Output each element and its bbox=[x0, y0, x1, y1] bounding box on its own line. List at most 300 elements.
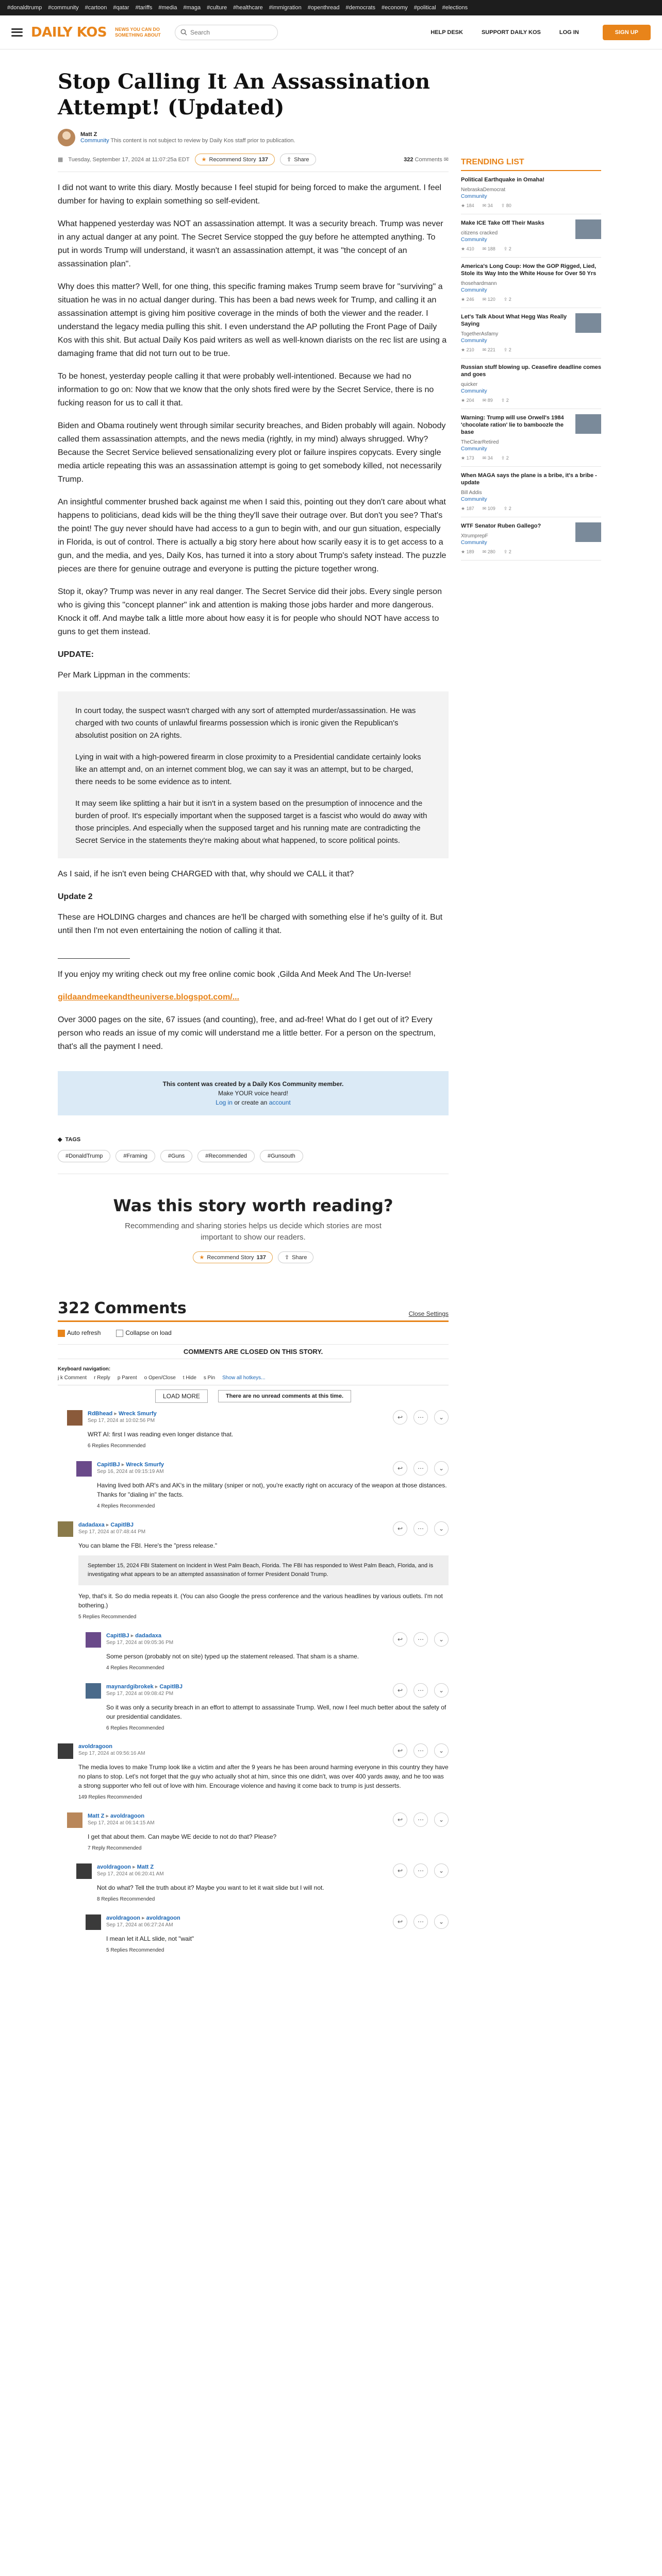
tag-icon: ◆ bbox=[58, 1137, 62, 1143]
blockquote bbox=[58, 691, 449, 858]
hotkey: p Parent bbox=[117, 1375, 137, 1381]
collapse-icon[interactable]: ⌄ bbox=[434, 1632, 449, 1647]
stat-value: 120 bbox=[487, 297, 495, 302]
comment-quote: September 15, 2024 FBI Statement on Incident in West Palm Beach, Florida. The FBI has responded to West Palm Beach, Florida, and is investigating what appears to be an attempted assassination of former President Donald Trump. bbox=[78, 1555, 449, 1585]
topic-tag[interactable]: #media bbox=[158, 5, 177, 11]
comments-label: Comments bbox=[415, 157, 442, 163]
recommend-stat bbox=[461, 549, 474, 555]
recommend-stat bbox=[461, 246, 474, 252]
more-icon[interactable]: ⋯ bbox=[413, 1743, 428, 1758]
stat-value: 246 bbox=[466, 297, 474, 302]
star-icon: ★ bbox=[461, 549, 466, 554]
comment-text: So it was only a security breach in an effort to attempt to assassinate Trump. Well, now I feel much better about the safety of our presidential candidates. bbox=[106, 1703, 446, 1720]
trending-item[interactable] bbox=[461, 517, 601, 561]
comment-meta[interactable]: 6 Replies Recommended bbox=[106, 1725, 164, 1731]
commenter-name[interactable]: avoldragoon bbox=[78, 1743, 113, 1750]
comment-meta[interactable]: 5 Replies Recommended bbox=[106, 1947, 164, 1953]
comment-date: Sep 17, 2024 at 06:14:15 AM bbox=[88, 1820, 155, 1826]
comment-date: Sep 17, 2024 at 09:56:16 AM bbox=[78, 1750, 145, 1756]
comment-text: Some person (probably not on site) typed up the statement released. That sham is a shame. bbox=[106, 1652, 359, 1660]
trending-author[interactable]: Bill Addis bbox=[461, 490, 482, 496]
trending-community[interactable]: Community bbox=[461, 338, 487, 344]
reply-icon[interactable]: ↩ bbox=[393, 1743, 407, 1758]
reply-target[interactable]: Wreck Smurfy bbox=[126, 1461, 164, 1468]
keyboard-nav-row bbox=[58, 1375, 449, 1385]
topic-tag[interactable]: #economy bbox=[382, 5, 408, 11]
trending-community[interactable]: Community bbox=[461, 237, 487, 243]
share-label: Share bbox=[292, 1254, 307, 1261]
story-tag[interactable]: #Guns bbox=[160, 1150, 192, 1162]
byline bbox=[58, 129, 449, 146]
story-tag[interactable]: #Recommended bbox=[197, 1150, 255, 1162]
trending-thumbnail[interactable] bbox=[575, 313, 601, 333]
commenter-avatar[interactable] bbox=[86, 1683, 101, 1699]
recommend-count: 137 bbox=[256, 1254, 266, 1261]
comment-text: Not do what? Tell the truth about it? Maybe you want to let it wait slide but I will not. bbox=[97, 1884, 324, 1891]
share-stat bbox=[501, 203, 511, 209]
trending-item[interactable] bbox=[461, 409, 601, 467]
more-icon[interactable]: ⋯ bbox=[413, 1914, 428, 1929]
comment-text: You can blame the FBI. Here's the "press release." bbox=[78, 1541, 218, 1549]
collapse-icon[interactable]: ⌄ bbox=[434, 1410, 449, 1425]
comment-text: I mean let it ALL slide, not "wait" bbox=[106, 1935, 194, 1942]
promo-paragraph: If you enjoy my writing check out my free online comic book ,Gilda And Meek And The Un-Iverse! bbox=[58, 970, 411, 979]
reply-target[interactable]: avoldragoon bbox=[110, 1812, 145, 1819]
topic-tag[interactable]: #qatar bbox=[113, 5, 129, 11]
stat-value: 89 bbox=[487, 398, 493, 403]
stat-value: 109 bbox=[487, 506, 495, 511]
comment-date: Sep 17, 2024 at 07:48:44 PM bbox=[78, 1529, 146, 1535]
trending-title-text[interactable]: Warning: Trump will use Orwell's 1984 'chocolate ration' lie to bamboozle the base bbox=[461, 415, 564, 435]
stat-value: 2 bbox=[508, 297, 511, 302]
comment-meta[interactable]: 6 Replies Recommended bbox=[88, 1443, 146, 1449]
search-input[interactable] bbox=[190, 29, 272, 36]
comments-closed-notice: COMMENTS ARE CLOSED ON THIS STORY. bbox=[58, 1344, 449, 1359]
trending-author[interactable]: TheClearRetired bbox=[461, 439, 499, 445]
comment-text: The media loves to make Trump look like a victim and after the 9 years he has been around harming everyone in this country they have no plans to stop. Let's not forget that the guy who actually shot at him, since this one didn't, was over 400 yards away, and he too was a strong supporter who fell out of love with him. Encourage violence and having it come back to trump is just desserts. bbox=[78, 1763, 449, 1789]
no-unread-notice: There are no unread comments at this time. bbox=[218, 1390, 351, 1402]
collapse-icon[interactable]: ⌄ bbox=[434, 1683, 449, 1698]
stat-value: 34 bbox=[487, 455, 493, 461]
paragraph: As I said, if he isn't even being CHARGED with that, why should we CALL it that? bbox=[58, 870, 354, 878]
topic-tag[interactable]: #donaldtrump bbox=[7, 5, 42, 11]
trending-item[interactable] bbox=[461, 258, 601, 308]
recommend-count: 137 bbox=[258, 156, 268, 163]
trending-item[interactable] bbox=[461, 359, 601, 409]
community-notice bbox=[58, 1071, 449, 1115]
stat-value: 2 bbox=[508, 347, 511, 352]
commenter-avatar[interactable] bbox=[67, 1812, 82, 1828]
comments-header bbox=[58, 1299, 449, 1322]
promo-paragraph: Over 3000 pages on the site, 67 issues (and counting), free, and ad-free! What do I get out of it? Every person who reads an issue of my comic will understand me a little better. For a person on the spectrum, that's all the payment I need. bbox=[58, 1015, 436, 1051]
share-icon: ⇪ bbox=[501, 203, 505, 208]
trending-author[interactable]: NebraskaDemocrat bbox=[461, 187, 506, 193]
reply-target[interactable]: Matt Z bbox=[137, 1863, 154, 1870]
stat-value: 221 bbox=[487, 347, 495, 352]
comment-icon: ✉ bbox=[443, 157, 449, 163]
close-settings-link[interactable]: Close Settings bbox=[408, 1310, 449, 1317]
share-button[interactable] bbox=[278, 1251, 314, 1263]
comment-meta[interactable]: 4 Replies Recommended bbox=[106, 1665, 164, 1671]
main-column bbox=[58, 49, 449, 1958]
collapse-option[interactable] bbox=[116, 1329, 171, 1337]
story-tag[interactable]: #Gunsouth bbox=[260, 1150, 303, 1162]
hotkey: j k Comment bbox=[58, 1375, 87, 1381]
trending-title-text[interactable]: Russian stuff blowing up. Ceasefire deadline comes and goes bbox=[461, 364, 602, 378]
reply-icon[interactable]: ↩ bbox=[393, 1683, 407, 1698]
tags-label: TAGS bbox=[65, 1136, 81, 1143]
comment bbox=[58, 1736, 449, 1805]
commenter-name[interactable]: CapitlBJ bbox=[106, 1632, 129, 1639]
menu-icon[interactable] bbox=[11, 28, 23, 37]
comment-stat bbox=[483, 347, 495, 353]
comment-icon: ✉ bbox=[482, 398, 487, 403]
worth-reading-panel bbox=[58, 1196, 449, 1263]
comment-text: I get that about them. Can maybe WE decide to not do that? Please? bbox=[88, 1833, 277, 1840]
more-icon[interactable]: ⋯ bbox=[413, 1863, 428, 1878]
recommend-label: Recommend Story bbox=[207, 1254, 254, 1261]
trending-item[interactable] bbox=[461, 171, 601, 214]
paragraph: An insightful commenter brushed back against me when I said this, pointing out they don't care about what happens to politicians, dead kids will be the thing they'll save their outrage over. But don't you see? That's the point! The guy never should have had access to a gun to begin with, and our gun situation, especially in Florida, is out of control. There is actually a big story here about how scarily easy it is to get access to a gun, and the media, and yes, Daily Kos, has turned it into a story about Trump's safety instead. The puzzle pieces are there for genuine outrage and everyone is putting the picture together wrong. bbox=[58, 498, 446, 573]
comment-stat bbox=[483, 203, 493, 209]
share-icon: ⇪ bbox=[284, 1255, 290, 1261]
hotkey: t Hide bbox=[183, 1375, 196, 1381]
recommend-button[interactable] bbox=[193, 1251, 273, 1263]
reply-icon[interactable]: ↩ bbox=[393, 1521, 407, 1536]
share-icon: ⇪ bbox=[501, 398, 505, 403]
author-avatar[interactable] bbox=[58, 129, 75, 146]
commenter-name[interactable]: RdBhead bbox=[88, 1410, 113, 1417]
star-icon: ★ bbox=[461, 246, 466, 251]
comment-date: Sep 17, 2024 at 10:02:56 PM bbox=[88, 1417, 155, 1423]
commenter-avatar[interactable] bbox=[67, 1410, 82, 1426]
recommend-label: Recommend Story bbox=[209, 156, 256, 163]
signup-button[interactable]: SIGN UP bbox=[603, 25, 651, 40]
recommend-stat bbox=[461, 347, 474, 353]
comment-thread bbox=[58, 1403, 449, 1958]
comment-icon: ✉ bbox=[482, 506, 487, 511]
reply-icon[interactable]: ↩ bbox=[393, 1812, 407, 1827]
trending-community[interactable]: Community bbox=[461, 540, 487, 546]
or-create-text: or create an bbox=[234, 1099, 268, 1106]
share-icon: ⇪ bbox=[501, 455, 505, 461]
trending-community[interactable]: Community bbox=[461, 388, 487, 394]
trending-item[interactable] bbox=[461, 308, 601, 359]
topic-tag[interactable]: #political bbox=[413, 5, 436, 11]
quote-paragraph: Lying in wait with a high-powered firearm in close proximity to a Presidential candidate certainly looks like an attempt and, on an internet comment blog, we can say it was an attempt, but to be charged, there needs to be some evidence as to intent. bbox=[75, 753, 421, 786]
story-meta bbox=[58, 154, 449, 172]
share-button[interactable] bbox=[280, 154, 316, 165]
comment-meta[interactable]: 4 Replies Recommended bbox=[97, 1503, 155, 1509]
stat-value: 189 bbox=[466, 549, 474, 554]
stat-value: 410 bbox=[466, 246, 474, 251]
topic-tag[interactable]: #culture bbox=[207, 5, 227, 11]
recommend-stat bbox=[461, 297, 474, 302]
commenter-name[interactable]: avoldragoon bbox=[97, 1863, 131, 1870]
reply-icon[interactable]: ↩ bbox=[393, 1914, 407, 1929]
quote-paragraph: In court today, the suspect wasn't charged with any sort of attempted murder/assassination. He was charged with two counts of unlawful firearms possession which is ironic given the Republican's absolutist position on 2A rights. bbox=[75, 706, 416, 740]
topic-tag[interactable]: #maga bbox=[183, 5, 201, 11]
collapse-icon[interactable]: ⌄ bbox=[434, 1863, 449, 1878]
tag-list bbox=[58, 1150, 449, 1174]
divider bbox=[58, 958, 130, 959]
topic-tag[interactable]: #community bbox=[48, 5, 79, 11]
comment-text: Yep, that's it. So do media repeats it. (You can also Google the press conference and the various headlines by various outlets. I'm not bothering.) bbox=[78, 1592, 443, 1609]
share-icon: ⇪ bbox=[286, 157, 292, 163]
topic-tag-bar bbox=[0, 0, 662, 15]
stat-value: 204 bbox=[466, 398, 474, 403]
share-stat bbox=[504, 347, 511, 353]
comments-link[interactable] bbox=[404, 156, 449, 163]
paragraph: Why does this matter? Well, for one thing, this specific framing makes Trump seem brave for "surviving" a situation he was in no actual danger during. This has been a bad news week for Trump, and calling it an assassination attempt is giving him positive coverage in the minds of both the viewer and the reader. I understand the legacy media pulling this shit. I even understand the AP polluting the Front Page of Daily Kos with this shit. But actual Daily Kos paid writers as well as well-known diarists on the rec list are using a damaging frame that did not turn out to be true. bbox=[58, 282, 447, 358]
reply-target[interactable]: avoldragoon bbox=[146, 1914, 180, 1921]
comment-date: Sep 17, 2024 at 06:20:41 AM bbox=[97, 1871, 164, 1877]
collapse-icon[interactable]: ⌄ bbox=[434, 1914, 449, 1929]
more-icon[interactable]: ⋯ bbox=[413, 1461, 428, 1476]
comment-meta[interactable]: 8 Replies Recommended bbox=[97, 1896, 155, 1902]
comment-icon: ✉ bbox=[482, 297, 487, 302]
commenter-name[interactable]: maynardgibrokek bbox=[106, 1683, 154, 1690]
comment-stat bbox=[483, 246, 495, 252]
topic-tag[interactable]: #cartoon bbox=[85, 5, 107, 11]
comment-icon: ✉ bbox=[482, 549, 487, 554]
stat-value: 184 bbox=[466, 203, 474, 208]
comments-count: 322 bbox=[58, 1299, 90, 1317]
share-icon: ⇪ bbox=[503, 506, 508, 511]
collapse-icon[interactable]: ⌄ bbox=[434, 1521, 449, 1536]
comment-date: Sep 17, 2024 at 06:27:24 AM bbox=[106, 1922, 173, 1928]
stat-value: 280 bbox=[487, 549, 495, 554]
support-link[interactable]: SUPPORT DAILY KOS bbox=[481, 29, 541, 36]
reply-target[interactable]: dadadaxa bbox=[135, 1632, 162, 1639]
comment: dadadaxa ▸ CapitlBJ Sep 17, 2024 at 07:48:44 PM You can blame the FBI. Here's the "press release." September 15, 2024 FBI Statement on Incident in West Palm Beach, Florida. The FBI has responded to West Palm Beach, Florida, and is investigating what appears to be an attempted assassination of former President Donald Trump. Yep, that's it. So do media repeats it. (You can also Google the press conference and the various headlines by various outlets. I'm not bothering.) 5 Replies Recommended ↩ ⋯ ⌄ bbox=[58, 1514, 449, 1625]
auto-refresh-label: Auto refresh bbox=[67, 1329, 101, 1336]
trending-item[interactable] bbox=[461, 214, 601, 258]
share-stat bbox=[504, 246, 511, 252]
load-more-button[interactable]: LOAD MORE bbox=[155, 1389, 208, 1403]
commenter-avatar[interactable] bbox=[86, 1914, 101, 1930]
comment-date: Sep 17, 2024 at 09:08:42 PM bbox=[106, 1690, 174, 1697]
site-tagline: NEWS YOU CAN DO SOMETHING ABOUT bbox=[115, 26, 161, 38]
recommend-button[interactable] bbox=[195, 154, 275, 165]
topic-tag[interactable]: #tariffs bbox=[135, 5, 153, 11]
community-notice-line: Make YOUR voice heard! bbox=[218, 1090, 288, 1097]
create-account-link[interactable]: account bbox=[269, 1099, 291, 1106]
share-stat bbox=[501, 455, 509, 461]
trending-list bbox=[461, 171, 601, 561]
search-box[interactable] bbox=[175, 25, 278, 40]
commenter-name[interactable]: CapitlBJ bbox=[97, 1461, 120, 1468]
worth-text: Recommending and sharing stories helps us decide which stories are most important to show our readers. bbox=[125, 1222, 382, 1242]
collapse-icon[interactable]: ⌄ bbox=[434, 1743, 449, 1758]
keyboard-nav-label: Keyboard navigation: bbox=[58, 1366, 111, 1372]
collapse-icon[interactable]: ⌄ bbox=[434, 1812, 449, 1827]
topic-tag[interactable]: #immigration bbox=[269, 5, 302, 11]
story-tag[interactable]: #Framing bbox=[115, 1150, 155, 1162]
share-icon: ⇪ bbox=[503, 246, 508, 251]
topic-tag[interactable]: #elections bbox=[442, 5, 468, 11]
comment-options bbox=[58, 1329, 449, 1337]
hotkey: o Open/Close bbox=[144, 1375, 176, 1381]
comment: Matt Z ▸ avoldragoon Sep 17, 2024 at 06:14:15 AM I get that about them. Can maybe WE decide to not do that? Please? 7 Reply Recommended ↩ ⋯ ⌄ bbox=[67, 1805, 449, 1856]
share-icon: ⇪ bbox=[503, 549, 508, 554]
stat-value: 210 bbox=[466, 347, 474, 352]
recommend-stat bbox=[461, 203, 474, 209]
hotkey: s Pin bbox=[203, 1375, 216, 1381]
trending-community[interactable]: Community bbox=[461, 287, 487, 293]
share-icon: ⇪ bbox=[503, 347, 508, 352]
stat-value: 173 bbox=[466, 455, 474, 461]
trending-title: TRENDING LIST bbox=[461, 158, 601, 171]
star-icon: ★ bbox=[461, 455, 466, 461]
comment-stat bbox=[483, 398, 493, 403]
update-heading: Update 2 bbox=[58, 892, 93, 901]
commenter-avatar[interactable] bbox=[58, 1521, 73, 1537]
comment-text: WRT AI: first I was reading even longer distance that. bbox=[88, 1430, 234, 1438]
more-icon[interactable]: ⋯ bbox=[413, 1521, 428, 1536]
hotkey: r Reply bbox=[94, 1375, 110, 1381]
trending-item[interactable] bbox=[461, 467, 601, 517]
share-icon: ⇪ bbox=[503, 297, 508, 302]
trending-title-text[interactable]: America's Long Coup: How the GOP Rigged, Lied, Stole its Way Into the White House for Over 50 Yrs bbox=[461, 263, 597, 277]
trending-community[interactable]: Community bbox=[461, 194, 487, 199]
commenter-name[interactable]: avoldragoon bbox=[106, 1914, 141, 1921]
paragraph: To be honest, yesterday people calling it that were probably well-intentioned. Because we had no information to go on: Now that we know that the only shots fired were by the Secret Service, there is no fucking reason for us to call it that. bbox=[58, 372, 434, 408]
comment-meta[interactable]: 5 Replies Recommended bbox=[78, 1614, 137, 1620]
trending-title-text[interactable]: When MAGA says the plane is a bribe, it's a bribe - update bbox=[461, 472, 597, 486]
star-icon: ★ bbox=[461, 398, 466, 403]
login-link[interactable]: LOG IN bbox=[559, 29, 579, 36]
reply-icon[interactable]: ↩ bbox=[393, 1461, 407, 1476]
update-intro: Per Mark Lippman in the comments: bbox=[58, 671, 190, 680]
comment-text: Having lived both AR's and AK's in the military (sniper or not), you're exactly right on accuracy of the weapon at those distances. Thanks for "dialing in" the facts. bbox=[97, 1481, 447, 1498]
more-icon[interactable]: ⋯ bbox=[413, 1632, 428, 1647]
commenter-name[interactable]: Matt Z bbox=[88, 1812, 105, 1819]
commenter-avatar[interactable] bbox=[58, 1743, 73, 1759]
story-body bbox=[58, 181, 449, 1054]
comment: avoldragoon ▸ avoldragoon Sep 17, 2024 at 06:27:24 AM I mean let it ALL slide, not "wait" 5 Replies Recommended ↩ ⋯ ⌄ bbox=[86, 1907, 449, 1958]
comment-date: Sep 16, 2024 at 09:15:19 AM bbox=[97, 1468, 164, 1475]
topic-tag[interactable]: #healthcare bbox=[233, 5, 263, 11]
trending-title-text[interactable]: Make ICE Take Off Their Masks bbox=[461, 220, 544, 226]
reply-icon[interactable]: ↩ bbox=[393, 1632, 407, 1647]
trending-community[interactable]: Community bbox=[461, 446, 487, 452]
commenter-avatar[interactable] bbox=[76, 1863, 92, 1879]
stat-value: 2 bbox=[506, 398, 509, 403]
paragraph: Stop it, okay? Trump was never in any real danger. The Secret Service did their jobs. Every single person who is giving this "concept planner" ink and attention is making those jobs harder and more dangerous. Knock it off. And maybe talk a little more about how easy it is for people who should NOT have access to guns to get them instead. bbox=[58, 587, 442, 636]
comment-stat bbox=[483, 455, 493, 461]
comment-icon: ✉ bbox=[482, 347, 487, 352]
help-desk-link[interactable]: HELP DESK bbox=[431, 29, 463, 36]
load-more-row bbox=[58, 1389, 449, 1403]
checkbox-icon[interactable] bbox=[58, 1330, 65, 1337]
trending-thumbnail[interactable] bbox=[575, 522, 601, 542]
reply-icon[interactable]: ↩ bbox=[393, 1410, 407, 1425]
trending-author[interactable]: XtrumprepF bbox=[461, 533, 488, 539]
commenter-name[interactable]: dadadaxa bbox=[78, 1521, 105, 1528]
worth-title: Was this story worth reading? bbox=[113, 1196, 393, 1215]
comic-link[interactable]: gildaandmeekandtheuniverse.blogspot.com/... bbox=[58, 993, 240, 1002]
comment: avoldragoon ▸ Matt Z Sep 17, 2024 at 06:20:41 AM Not do what? Tell the truth about it? Maybe you want to let it wait slide but I will not. 8 Replies Recommended ↩ ⋯ ⌄ bbox=[76, 1856, 449, 1907]
comment: CapitlBJ ▸ Wreck Smurfy Sep 16, 2024 at 09:15:19 AM Having lived both AR's and AK's in the military (sniper or not), you're exactly right on accuracy of the weapon at those distances. Thanks for "dialing in" the facts. 4 Replies Recommended ↩ ⋯ ⌄ bbox=[76, 1454, 449, 1514]
share-stat bbox=[504, 549, 511, 555]
trending-title-text[interactable]: WTF Senator Ruben Gallego? bbox=[461, 523, 541, 529]
share-stat bbox=[504, 506, 511, 512]
author-community-link[interactable]: Community bbox=[80, 138, 109, 144]
collapse-icon[interactable]: ⌄ bbox=[434, 1461, 449, 1476]
stat-value: 2 bbox=[508, 246, 511, 251]
trending-author[interactable]: TogetherAsfamy bbox=[461, 331, 499, 337]
trending-title-text[interactable]: Let's Talk About What Hegg Was Really Saying bbox=[461, 314, 567, 327]
site-logo[interactable]: DAILY KOS bbox=[31, 24, 107, 40]
comment-stat bbox=[483, 297, 495, 302]
comment: RdBhead ▸ Wreck Smurfy Sep 17, 2024 at 10:02:56 PM WRT AI: first I was reading even longer distance that. 6 Replies Recommended ↩ ⋯ ⌄ bbox=[67, 1403, 449, 1454]
comment-date: Sep 17, 2024 at 09:05:36 PM bbox=[106, 1639, 174, 1646]
calendar-icon: ▦ bbox=[58, 157, 63, 163]
commenter-avatar[interactable] bbox=[76, 1461, 92, 1477]
author-name[interactable]: Matt Z bbox=[80, 131, 97, 138]
paragraph: What happened yesterday was NOT an assassination attempt. It was a security breach. Trump was never in any actual danger at any point. The Secret Service stopped the guy before he attempted anything. To put in words Trump will understand, it wasn't an assassination attempt, it was "the concept of an assassination plan". bbox=[58, 219, 443, 268]
star-icon: ★ bbox=[201, 157, 207, 163]
paragraph: These are HOLDING charges and chances are he'll be charged with something else if he's guilty of it. But until then I'm not even entertaining the notion of calling it that. bbox=[58, 913, 443, 935]
login-link[interactable]: Log in bbox=[216, 1099, 233, 1106]
stat-value: 188 bbox=[487, 246, 495, 251]
comment-icon: ✉ bbox=[482, 203, 487, 208]
trending-author[interactable]: thosehardmann bbox=[461, 281, 497, 286]
trending-thumbnail[interactable] bbox=[575, 414, 601, 434]
reply-target[interactable]: CapitlBJ bbox=[159, 1683, 183, 1690]
recommend-stat bbox=[461, 506, 474, 512]
topic-tag[interactable]: #democrats bbox=[345, 5, 375, 11]
more-icon[interactable]: ⋯ bbox=[413, 1812, 428, 1827]
more-icon[interactable]: ⋯ bbox=[413, 1683, 428, 1698]
commenter-avatar[interactable] bbox=[86, 1632, 101, 1648]
trending-title-text[interactable]: Political Earthquake in Omaha! bbox=[461, 177, 544, 183]
recommend-stat bbox=[461, 398, 474, 403]
comment: CapitlBJ ▸ dadadaxa Sep 17, 2024 at 09:05:36 PM Some person (probably not on site) typed up the statement released. That sham is a shame. 4 Replies Recommended ↩ ⋯ ⌄ bbox=[86, 1625, 449, 1676]
star-icon: ★ bbox=[461, 203, 466, 208]
comment-icon: ✉ bbox=[482, 455, 487, 461]
trending-thumbnail[interactable] bbox=[575, 219, 601, 239]
comment-stat bbox=[483, 549, 495, 555]
story-date: Tuesday, September 17, 2024 at 11:07:25a EDT bbox=[68, 156, 190, 163]
stat-value: 2 bbox=[508, 549, 511, 554]
reply-target[interactable]: Wreck Smurfy bbox=[118, 1410, 157, 1417]
star-icon: ★ bbox=[461, 347, 466, 352]
trending-community[interactable]: Community bbox=[461, 497, 487, 502]
share-stat bbox=[501, 398, 509, 403]
more-icon[interactable]: ⋯ bbox=[413, 1410, 428, 1425]
auto-refresh-option[interactable] bbox=[58, 1329, 101, 1337]
stat-value: 187 bbox=[466, 506, 474, 511]
show-hotkeys-link[interactable]: Show all hotkeys... bbox=[222, 1375, 266, 1381]
reply-target[interactable]: CapitlBJ bbox=[110, 1521, 134, 1528]
topic-tag[interactable]: #openthread bbox=[307, 5, 340, 11]
quote-paragraph: It may seem like splitting a hair but it isn't in a system based on the presumption of innocence and the burden of proof. It's especially important when the supposed target is a fascist who would do away with those principles. And especially when the supposed target and his running mate are contradicting the Secret Service in the statements they're making about what happened, to score political points. bbox=[75, 799, 427, 845]
trending-author[interactable]: citizens cracked bbox=[461, 230, 498, 236]
stat-value: 34 bbox=[487, 203, 493, 208]
comment-meta[interactable]: 7 Reply Recommended bbox=[88, 1845, 142, 1851]
search-icon bbox=[180, 29, 187, 36]
star-icon: ★ bbox=[461, 297, 466, 302]
comment-meta[interactable]: 149 Replies Recommended bbox=[78, 1794, 142, 1800]
trending-author[interactable]: quicker bbox=[461, 382, 478, 387]
comment: maynardgibrokek ▸ CapitlBJ Sep 17, 2024 at 09:08:42 PM So it was only a security breach in an effort to attempt to assassinate Trump. Well, now I feel much better about the safety of our presidential candidates. 6 Replies Recommended ↩ ⋯ ⌄ bbox=[86, 1676, 449, 1736]
story-tag[interactable]: #DonaldTrump bbox=[58, 1150, 110, 1162]
reply-icon[interactable]: ↩ bbox=[393, 1863, 407, 1878]
checkbox-icon[interactable] bbox=[116, 1330, 123, 1337]
stat-value: 2 bbox=[506, 455, 509, 461]
